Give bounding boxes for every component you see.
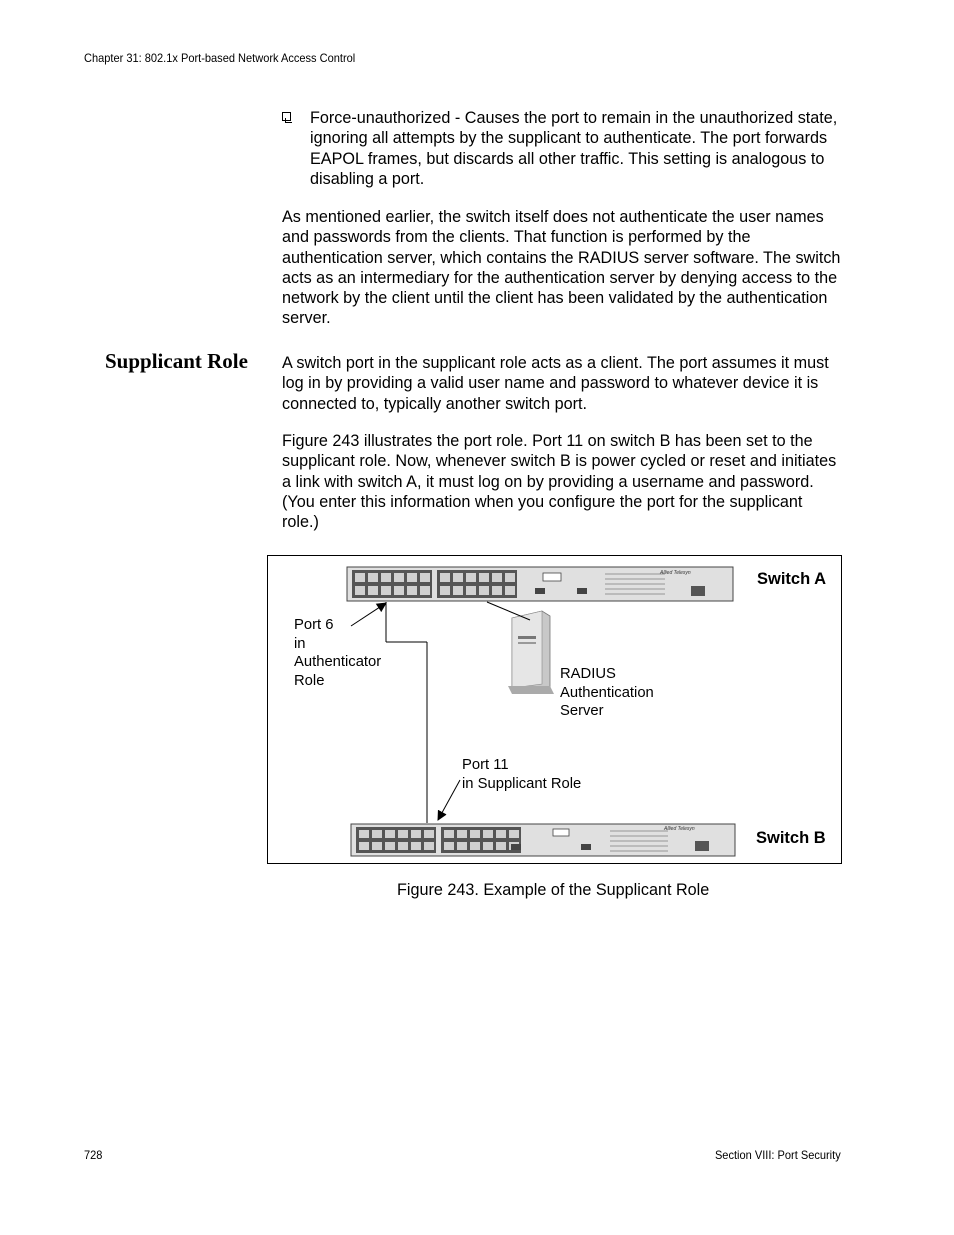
- page-number: 728: [84, 1148, 103, 1162]
- svg-text:Allied Telesyn: Allied Telesyn: [660, 570, 691, 576]
- figure-caption: Figure 243. Example of the Supplicant Role: [397, 881, 710, 899]
- paragraph: As mentioned earlier, the switch itself does not authenticate the user names and passwords from the clients. That function is performed by the authentication server, which contains the RADIUS server software. The switch acts as an intermediary for the authentication server by denying access to the network by the client until the client has been validated by the authentication server.: [282, 208, 841, 328]
- switch-a-label: Switch A: [757, 570, 827, 588]
- running-header: Chapter 31: 802.1x Port-based Network Access Control: [84, 51, 356, 65]
- running-footer: Section VIII: Port Security: [715, 1148, 841, 1162]
- section-heading: Supplicant Role: [105, 349, 248, 373]
- bullet-text: Force-unauthorized - Causes the port to remain in the unauthorized state, ignoring all attempts by the supplicant to authenticate. The port forwards EAPOL frames, but discards all other traffic. This setting is analogous to disabling a port.: [310, 109, 838, 188]
- port11-arrow: [438, 780, 460, 820]
- paragraph: Figure 243 illustrates the port role. Port 11 on switch B has been set to the supplicant role. Now, whenever switch B is power cycled or reset and initiates a link with switch A, it must log on by providing a username and password. (You enter this information when you configure the port for the supplicant role.): [282, 432, 837, 532]
- switch-a-icon: [347, 567, 733, 601]
- port6-label: Port 6 in Authenticator Role: [294, 617, 382, 690]
- figure-frame: [267, 555, 842, 864]
- network-diagram: [268, 556, 841, 863]
- svg-text:Allied Telesyn: Allied Telesyn: [664, 826, 695, 832]
- switch-b-label: Switch B: [756, 829, 826, 847]
- radius-link-line: [487, 602, 530, 620]
- switch-b-icon: [351, 824, 735, 856]
- radius-label: RADIUS Authentication Server: [560, 666, 654, 720]
- radius-server-icon: [508, 611, 554, 694]
- checkbox-bullet-icon: [282, 112, 291, 121]
- paragraph: A switch port in the supplicant role acts as a client. The port assumes it must log in by providing a valid user name and password to whatever device it is connected to, typically another switch port.: [282, 354, 829, 413]
- port11-label: Port 11 in Supplicant Role: [462, 757, 582, 792]
- bullet-item: [282, 108, 842, 189]
